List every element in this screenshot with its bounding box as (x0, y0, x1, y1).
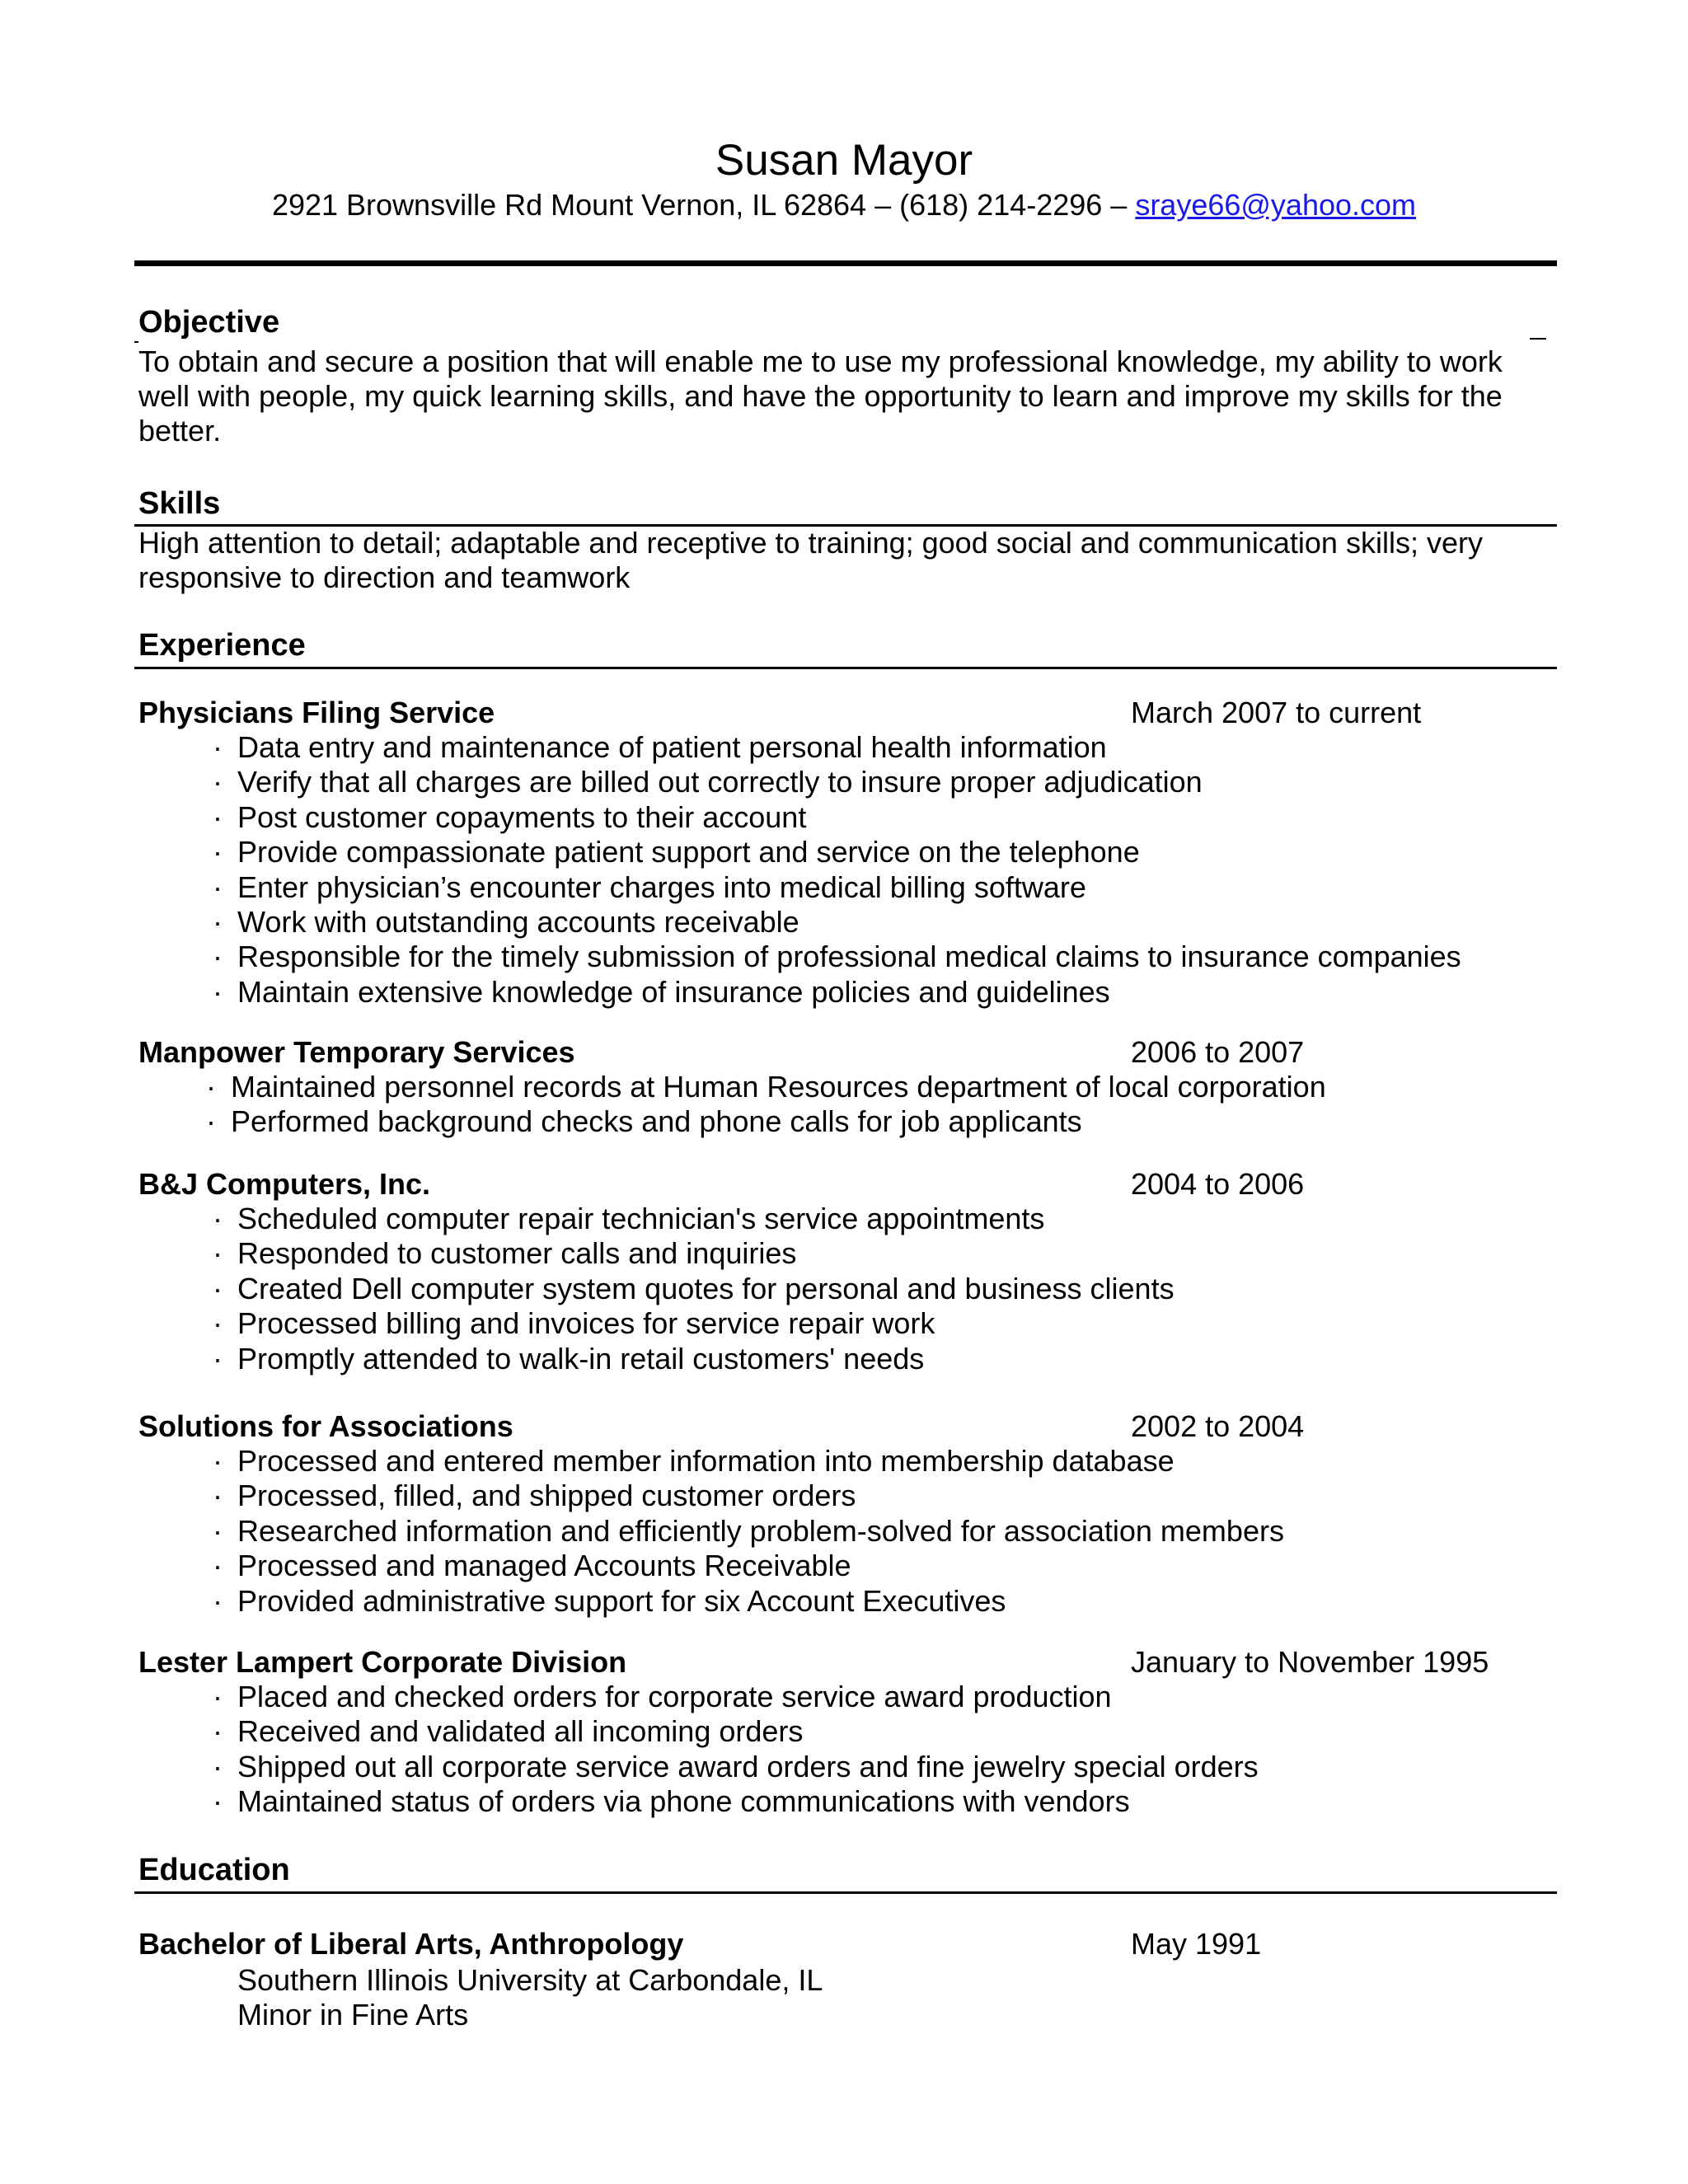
employer-name: Physicians Filing Service (138, 696, 495, 729)
education-divider (134, 1891, 1557, 1894)
experience-heading: Experience (138, 628, 306, 663)
section-mark-right (1530, 338, 1546, 340)
graduation-date: May 1991 (1131, 1927, 1262, 1961)
section-mark-left (134, 341, 138, 343)
duty-item: · Researched information and efficiently problem-solved for association members (213, 1514, 1284, 1549)
employer-name: Lester Lampert Corporate Division (138, 1645, 627, 1679)
duty-item: · Provided administrative support for six Account Executives (213, 1584, 1284, 1619)
duty-item: · Responsible for the timely submission of professional medical claims to insurance companies (213, 940, 1461, 974)
employer-name: Solutions for Associations (138, 1409, 513, 1443)
duty-item: · Data entry and maintenance of patient personal health information (213, 730, 1461, 765)
duty-item: · Maintained status of orders via phone communications with vendors (213, 1784, 1259, 1819)
employment-dates: 2002 to 2004 (1131, 1409, 1305, 1443)
employment-dates: 2004 to 2006 (1131, 1167, 1305, 1201)
duty-list (213, 730, 1461, 1010)
email-link[interactable]: sraye66@yahoo.com (1135, 188, 1417, 222)
degree-title: Bachelor of Liberal Arts, Anthropology (138, 1927, 684, 1961)
duty-list (206, 1070, 1326, 1140)
education-heading: Education (138, 1853, 290, 1887)
duty-item: · Shipped out all corporate service award orders and fine jewelry special orders (213, 1750, 1259, 1784)
experience-divider (134, 667, 1557, 669)
duty-list (213, 1444, 1284, 1619)
duty-item: · Work with outstanding accounts receivable (213, 905, 1461, 940)
employment-dates: January to November 1995 (1131, 1645, 1489, 1679)
minor-field: Minor in Fine Arts (237, 1998, 469, 2032)
candidate-name: Susan Mayor (715, 136, 973, 185)
duty-item: · Promptly attended to walk-in retail customers' needs (213, 1342, 1175, 1376)
objective-text: To obtain and secure a position that will enable me to use my professional knowledge, my ability to work well with people, my quick learning skills, and have the opportunity to learn and improve my skills for the better. (138, 344, 1503, 448)
contact-line (0, 186, 1688, 224)
header-divider (134, 260, 1557, 266)
skills-heading: Skills (138, 486, 221, 521)
duty-item: · Verify that all charges are billed out correctly to insure proper adjudication (213, 765, 1461, 799)
employment-dates: March 2007 to current (1131, 696, 1422, 729)
duty-item: · Processed and managed Accounts Receivable (213, 1549, 1284, 1583)
employment-dates: 2006 to 2007 (1131, 1035, 1305, 1069)
contact-address-phone: 2921 Brownsville Rd Mount Vernon, IL 62864 – (618) 214-2296 – (271, 188, 1136, 222)
duty-item: · Processed, filled, and shipped customer orders (213, 1479, 1284, 1513)
duty-item: · Created Dell computer system quotes for personal and business clients (213, 1272, 1175, 1306)
duty-list (213, 1202, 1175, 1376)
skills-text: High attention to detail; adaptable and receptive to training; good social and communication skills; very responsive to direction and teamwork (138, 526, 1483, 594)
duty-item: · Maintain extensive knowledge of insurance policies and guidelines (213, 975, 1461, 1010)
objective-heading: Objective (138, 305, 280, 340)
employer-name: Manpower Temporary Services (138, 1035, 575, 1069)
duty-item: · Maintained personnel records at Human Resources department of local corporation (206, 1070, 1326, 1104)
duty-item: · Responded to customer calls and inquiries (213, 1236, 1175, 1271)
duty-item: · Received and validated all incoming orders (213, 1714, 1259, 1749)
duty-item: · Performed background checks and phone calls for job applicants (206, 1104, 1326, 1139)
employer-name: B&J Computers, Inc. (138, 1167, 431, 1201)
duty-item: · Post customer copayments to their account (213, 800, 1461, 835)
duty-item: · Processed billing and invoices for service repair work (213, 1306, 1175, 1341)
school-name: Southern Illinois University at Carbondale, IL (237, 1963, 823, 1997)
duty-item: · Scheduled computer repair technician's service appointments (213, 1202, 1175, 1236)
duty-item: · Placed and checked orders for corporate service award production (213, 1680, 1259, 1714)
duty-item: · Enter physician’s encounter charges into medical billing software (213, 870, 1461, 905)
duty-item: · Provide compassionate patient support and service on the telephone (213, 835, 1461, 869)
duty-list (213, 1680, 1259, 1820)
duty-item: · Processed and entered member information into membership database (213, 1444, 1284, 1479)
